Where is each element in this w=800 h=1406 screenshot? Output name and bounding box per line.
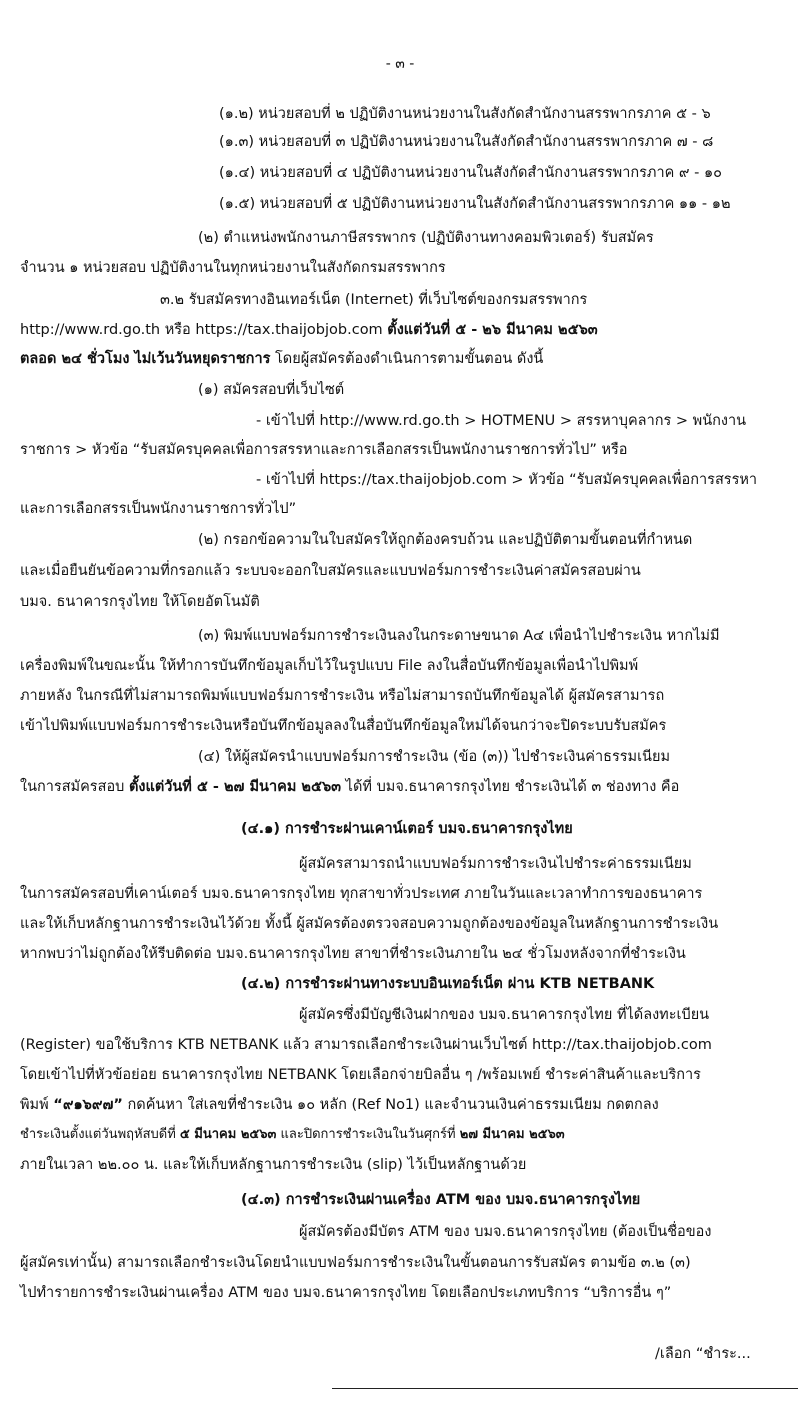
step-4-text: ในการสมัครสอบ <box>20 779 129 795</box>
atm-heading: (๔.๓) การชำระเงินผ่านเครื่อง ATM ของ บมจ.ธนาคารกรุงไทย <box>241 1192 641 1208</box>
netbank-open-date: ๕ มีนาคม ๒๕๖๓ <box>179 1127 277 1142</box>
counter-line: หากพบว่าไม่ถูกต้องให้รีบติดต่อ บมจ.ธนาคารกรุงไทย สาขาที่ชำระเงินภายใน ๒๔ ชั่วโมงหลังจากที่ชำระเงิน <box>20 946 686 962</box>
netbank-line: ผู้สมัครซึ่งมีบัญชีเงินฝากของ บมจ.ธนาคารกรุงไทย ที่ได้ลงทะเบียน <box>299 1007 710 1023</box>
counter-line: และให้เก็บหลักฐานการชำระเงินไว้ด้วย ทั้งนี้ ผู้สมัครต้องตรวจสอบความถูกต้องของข้อมูลในหลักฐานการชำระเงิน <box>20 916 719 932</box>
netbank-biller-code: “๙๑๖๙๗” <box>53 1097 123 1113</box>
atm-line: ผู้สมัครต้องมีบัตร ATM ของ บมจ.ธนาคารกรุงไทย (ต้องเป็นชื่อของ <box>299 1224 712 1240</box>
step-4-date-range: ตั้งแต่วันที่ ๕ - ๒๗ มีนาคม ๒๕๖๓ <box>128 779 342 795</box>
sub-unit-line: (๑.๓) หน่วยสอบที่ ๓ ปฏิบัติงานหน่วยงานในสังกัดสำนักงานสรรพากรภาค ๗ - ๘ <box>219 134 714 150</box>
netbank-line: (Register) ขอใช้บริการ KTB NETBANK แล้ว สามารถเลือกชำระเงินผ่านเว็บไซต์ http://tax.thaijobjob.com <box>20 1037 712 1053</box>
step-3-line: (๓) พิมพ์แบบฟอร์มการชำระเงินลงในกระดาษขนาด A๔ เพื่อนำไปชำระเงิน หากไม่มี <box>198 628 720 644</box>
internet-line <box>0 345 800 373</box>
netbank-line: ภายในเวลา ๒๒.๐๐ น. และให้เก็บหลักฐานการชำระเงิน (slip) ไว้เป็นหลักฐานด้วย <box>20 1157 527 1173</box>
step-1-heading: (๑) สมัครสอบที่เว็บไซต์ <box>198 382 345 398</box>
netbank-heading: (๔.๒) การชำระผ่านทางระบบอินเทอร์เน็ต ผ่าน KTB NETBANK <box>241 976 655 992</box>
sub-unit-line: (๑.๕) หน่วยสอบที่ ๕ ปฏิบัติงานหน่วยงานในสังกัดสำนักงานสรรพากรภาค ๑๑ - ๑๒ <box>219 196 731 212</box>
step-1-line: - เข้าไปที่ http://www.rd.go.th > HOTMENU > สรรหาบุคลากร > พนักงาน <box>256 413 747 429</box>
netbank-text: กดค้นหา ใส่เลขที่ชำระเงิน ๑๐ หลัก (Ref No1) และจำนวนเงินค่าธรรมเนียม กดตกลง <box>122 1097 659 1113</box>
position-2-line: จำนวน ๑ หน่วยสอบ ปฏิบัติงานในทุกหน่วยงานในสังกัดกรมสรรพากร <box>20 260 446 276</box>
step-1-line: และการเลือกสรรเป็นพนักงานราชการทั่วไป” <box>20 501 297 517</box>
page-number: - ๓ - <box>385 56 415 72</box>
internet-date-range: ตั้งแต่วันที่ ๕ - ๒๖ มีนาคม ๒๕๖๓ <box>387 322 598 338</box>
internet-urls: http://www.rd.go.th หรือ https://tax.thaijobjob.com <box>20 322 388 338</box>
step-4-text: ได้ที่ บมจ.ธนาคารกรุงไทย ชำระเงินได้ ๓ ช่องทาง คือ <box>341 779 680 795</box>
atm-line: ผู้สมัครเท่านั้น) สามารถเลือกชำระเงินโดยนำแบบฟอร์มการชำระเงินในขั้นตอนการรับสมัคร ตามข้อ ๓.๒ (๓) <box>20 1255 691 1271</box>
counter-line: ผู้สมัครสามารถนำแบบฟอร์มการชำระเงินไปชำระค่าธรรมเนียม <box>299 856 692 872</box>
step-4-line <box>0 773 800 801</box>
step-2-line: บมจ. ธนาคารกรุงไทย ให้โดยอัตโนมัติ <box>20 594 260 610</box>
atm-line: ไปทำรายการชำระเงินผ่านเครื่อง ATM ของ บมจ.ธนาคารกรุงไทย โดยเลือกประเภทบริการ “บริการอื่น ๆ” <box>20 1285 672 1301</box>
internet-hours: ตลอด ๒๔ ชั่วโมง ไม่เว้นวันหยุดราชการ <box>20 351 271 367</box>
step-3-line: เครื่องพิมพ์ในขณะนั้น ให้ทำการบันทึกข้อมูลเก็บไว้ในรูปแบบ File ลงในสื่อบันทึกข้อมูลเพื่อนำไปพิมพ์ <box>20 658 639 674</box>
netbank-text: พิมพ์ <box>20 1097 54 1113</box>
netbank-line <box>0 1091 800 1119</box>
internet-line <box>0 316 800 344</box>
step-2-line: และเมื่อยืนยันข้อความที่กรอกแล้ว ระบบจะออกใบสมัครและแบบฟอร์มการชำระเงินค่าสมัครสอบผ่าน <box>20 563 641 579</box>
step-2-line: (๒) กรอกข้อความในใบสมัครให้ถูกต้องครบถ้วน และปฏิบัติตามขั้นตอนที่กำหนด <box>198 532 693 548</box>
netbank-text: และปิดการชำระเงินในวันศุกร์ที่ <box>276 1127 460 1142</box>
internet-steps-intro: โดยผู้สมัครต้องดำเนินการตามขั้นตอน ดังนี้ <box>270 351 544 367</box>
sub-unit-line: (๑.๔) หน่วยสอบที่ ๔ ปฏิบัติงานหน่วยงานในสังกัดสำนักงานสรรพากรภาค ๙ - ๑๐ <box>219 165 723 181</box>
netbank-close-date: ๒๗ มีนาคม ๒๕๖๓ <box>459 1127 565 1142</box>
step-3-line: ภายหลัง ในกรณีที่ไม่สามารถพิมพ์แบบฟอร์มการชำระเงิน หรือไม่สามารถบันทึกข้อมูลได้ ผู้สมัครสามารถ <box>20 688 665 704</box>
counter-line: ในการสมัครสอบที่เคาน์เตอร์ บมจ.ธนาคารกรุงไทย ทุกสาขาทั่วประเทศ ภายในวันและเวลาทำการของธนาคาร <box>20 886 703 902</box>
netbank-line: โดยเข้าไปที่หัวข้อย่อย ธนาคารกรุงไทย NETBANK โดยเลือกจ่ายบิลอื่น ๆ /พร้อมเพย์ ชำระค่าสินค้าและบริการ <box>20 1067 701 1083</box>
netbank-text: ชำระเงินตั้งแต่วันพฤหัสบดีที่ <box>20 1127 180 1142</box>
netbank-line <box>0 1121 800 1149</box>
step-1-line: ราชการ > หัวข้อ “รับสมัครบุคคลเพื่อการสรรหาและการเลือกสรรเป็นพนักงานราชการทั่วไป” หรือ <box>20 442 628 458</box>
step-3-line: เข้าไปพิมพ์แบบฟอร์มการชำระเงินหรือบันทึกข้อมูลลงในสื่อบันทึกข้อมูลใหม่ได้จนกว่าจะปิดระบบรับสมัคร <box>20 718 667 734</box>
footer-rule <box>332 1388 798 1389</box>
counter-heading: (๔.๑) การชำระผ่านเคาน์เตอร์ บมจ.ธนาคารกรุงไทย <box>241 821 573 837</box>
step-4-line: (๔) ให้ผู้สมัครนำแบบฟอร์มการชำระเงิน (ข้อ (๓)) ไปชำระเงินค่าธรรมเนียม <box>198 749 671 765</box>
continuation-marker: /เลือก “ชำระ... <box>655 1346 751 1362</box>
internet-heading: ๓.๒ รับสมัครทางอินเทอร์เน็ต (Internet) ที่เว็บไซต์ของกรมสรรพากร <box>160 292 588 308</box>
sub-unit-line: (๑.๒) หน่วยสอบที่ ๒ ปฏิบัติงานหน่วยงานในสังกัดสำนักงานสรรพากรภาค ๕ - ๖ <box>219 106 711 122</box>
position-2-line: (๒) ตำแหน่งพนักงานภาษีสรรพากร (ปฏิบัติงานทางคอมพิวเตอร์) รับสมัคร <box>198 230 654 246</box>
step-1-line: - เข้าไปที่ https://tax.thaijobjob.com > หัวข้อ “รับสมัครบุคคลเพื่อการสรรหา <box>256 472 758 488</box>
